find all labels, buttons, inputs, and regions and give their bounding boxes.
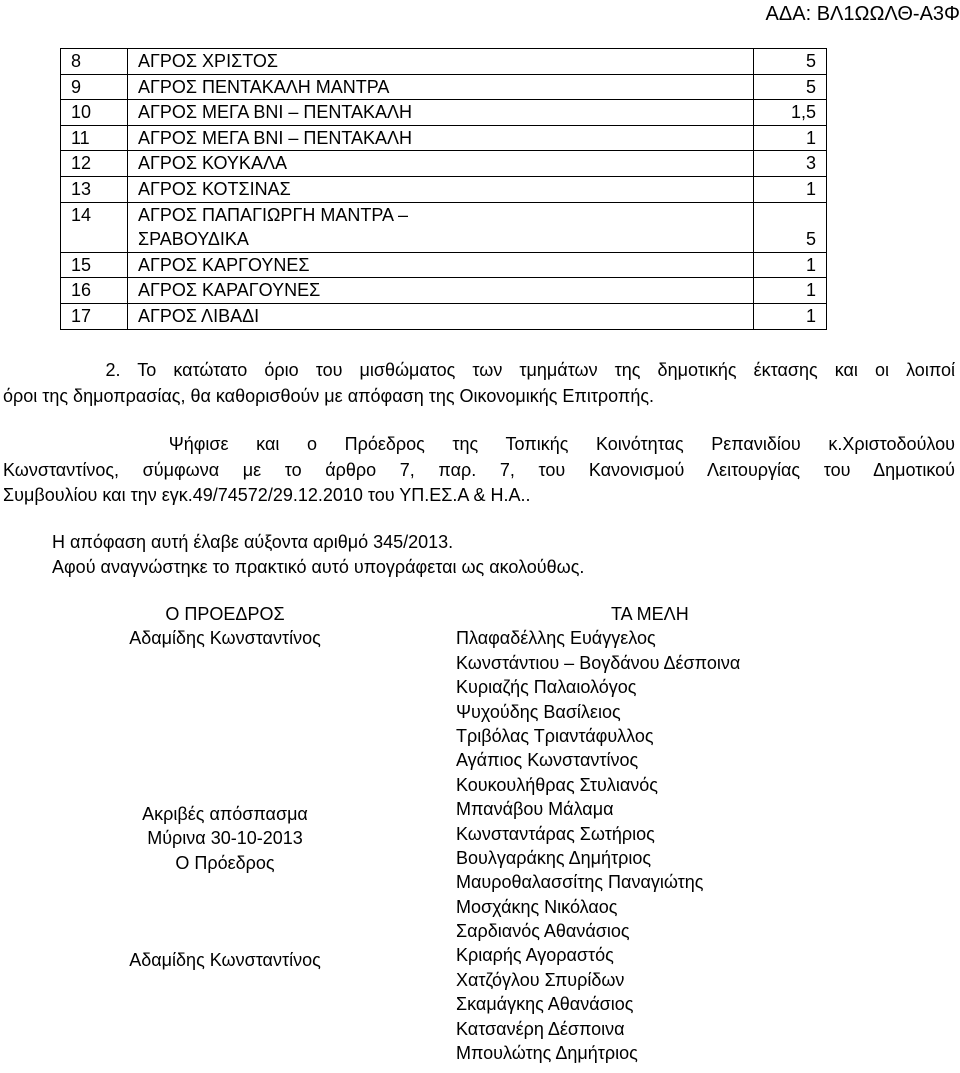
- member-name: Σαρδιανός Αθανάσιος: [456, 921, 630, 942]
- member-name: Μπανάβου Μάλαμα: [456, 799, 614, 820]
- row-name: [128, 252, 754, 278]
- paragraph-line: Κωνσταντίνος, σύμφωνα με το άρθρο 7, παρ. 7, του Κανονισμού Λειτουργίας του Δημοτικού: [3, 459, 955, 480]
- row-name-line: ΑΓΡΟΣ ΚΟΤΣΙΝΑΣ: [138, 178, 291, 199]
- members-block: [456, 602, 741, 1064]
- row-name-line: ΑΓΡΟΣ ΚΑΡΑΓΟΥΝΕΣ: [138, 280, 321, 301]
- row-value: 1: [754, 303, 827, 329]
- member-name: Τριβόλας Τριαντάφυλλος: [456, 725, 654, 746]
- row-number: 8: [61, 49, 128, 75]
- row-name: [128, 100, 754, 126]
- member-name: Κριαρής Αγοραστός: [456, 945, 614, 966]
- row-name-line: ΑΓΡΟΣ ΧΡΙΣΤΟΣ: [138, 51, 278, 71]
- table-row: [61, 74, 827, 100]
- table-row: [61, 100, 827, 126]
- member-name: Χατζόγλου Σπυρίδων: [456, 969, 625, 990]
- member-name: Πλαφαδέλλης Ευάγγελος: [456, 628, 656, 649]
- member-name: Μαυροθαλασσίτης Παναγιώτης: [456, 872, 704, 893]
- row-name-line: ΑΓΡΟΣ ΜΕΓΑ ΒΝΙ – ΠΕΝΤΑΚΑΛΗ: [138, 127, 413, 148]
- member-name: Κωνσταντάρας Σωτήριος: [456, 823, 655, 844]
- row-value: 3: [754, 151, 827, 177]
- row-value: 1: [754, 125, 827, 151]
- member-name: Ψυχούδης Βασίλειος: [456, 701, 621, 722]
- paragraph-line: 2. Το κατώτατο όριο του μισθώματος των τμημάτων της δημοτικής έκτασης και οι λοιποί: [3, 360, 955, 380]
- row-name: [128, 303, 754, 329]
- row-number: 17: [61, 303, 128, 329]
- president-title: Ο ΠΡΟΕΔΡΟΣ: [165, 604, 285, 624]
- paragraph-minimum-rent: [3, 358, 955, 409]
- row-number: 14: [61, 202, 128, 252]
- row-number: 16: [61, 278, 128, 304]
- president-block: [60, 602, 390, 651]
- signature-name: Αδαμίδης Κωνσταντίνος: [129, 950, 321, 970]
- row-name: [128, 278, 754, 304]
- paragraph-line: όροι της δημοπρασίας, θα καθορισθούν με απόφαση της Οικονομικής Επιτροπής.: [3, 385, 655, 406]
- row-number: 15: [61, 252, 128, 278]
- table-row: [61, 252, 827, 278]
- member-name: Σκαμάγκης Αθανάσιος: [456, 994, 634, 1015]
- decision-number: Η απόφαση αυτή έλαβε αύξοντα αριθμό 345/2013.: [52, 532, 454, 552]
- land-parcels-table: [60, 48, 827, 330]
- row-number: 12: [61, 151, 128, 177]
- row-number: 9: [61, 74, 128, 100]
- member-name: Κωνστάντιου – Βογδάνου Δέσποινα: [456, 652, 741, 673]
- signature-block: [60, 948, 390, 972]
- row-value: 5: [754, 49, 827, 75]
- row-value: 1: [754, 252, 827, 278]
- row-value: 1: [754, 278, 827, 304]
- member-name: Βουλγαράκης Δημήτριος: [456, 847, 652, 868]
- row-name-line: ΑΓΡΟΣ ΜΕΓΑ ΒΝΙ – ΠΕΝΤΑΚΑΛΗ: [138, 102, 413, 123]
- row-name-line: ΑΓΡΟΣ ΠΑΠΑΓΙΩΡΓΗ ΜΑΝΤΡΑ –: [138, 204, 409, 225]
- table-row: [61, 202, 827, 252]
- table-row: [61, 49, 827, 75]
- member-name: Κουκουλήθρας Στυλιανός: [456, 774, 658, 795]
- extract-block: [60, 802, 390, 875]
- row-number: 13: [61, 176, 128, 202]
- row-name: [128, 74, 754, 100]
- extract-label: Ακριβές απόσπασμα: [142, 804, 308, 824]
- row-name: [128, 202, 754, 252]
- table-row: [61, 125, 827, 151]
- place-date: Μύρινα 30-10-2013: [147, 828, 303, 849]
- row-value: 1,5: [754, 100, 827, 126]
- president-name: Αδαμίδης Κωνσταντίνος: [129, 628, 321, 649]
- paragraph-vote: [3, 432, 955, 509]
- table-row: [61, 278, 827, 304]
- row-name: [128, 151, 754, 177]
- member-name: Μπουλώτης Δημήτριος: [456, 1043, 638, 1064]
- table-row: [61, 303, 827, 329]
- row-name: [128, 49, 754, 75]
- members-title: ΤΑ ΜΕΛΗ: [611, 604, 689, 624]
- row-name-line: ΑΓΡΟΣ ΚΟΥΚΑΛΑ: [138, 153, 287, 174]
- member-name: Αγάπιος Κωνσταντίνος: [456, 750, 639, 771]
- table-row: [61, 176, 827, 202]
- member-name: Κατσανέρη Δέσποινα: [456, 1018, 625, 1039]
- row-number: 10: [61, 100, 128, 126]
- row-name-line: ΑΓΡΟΣ ΚΑΡΓΟΥΝΕΣ: [138, 254, 310, 275]
- paragraph-line: Ψήφισε και ο Πρόεδρος της Τοπικής Κοινότητας Ρεπανιδίου κ.Χριστοδούλου: [3, 434, 955, 454]
- row-value: 5: [754, 74, 827, 100]
- table-row: [61, 151, 827, 177]
- row-name: [128, 125, 754, 151]
- row-name-line: ΣΡΑΒΟΥΔΙΚΑ: [138, 229, 249, 250]
- paragraph-line: Συμβουλίου και την εγκ.49/74572/29.12.2010 του ΥΠ.ΕΣ.Α & Η.Α..: [3, 485, 531, 505]
- row-value: 5: [754, 202, 827, 252]
- row-name-line: ΑΓΡΟΣ ΛΙΒΑΔΙ: [138, 305, 260, 326]
- row-value: 1: [754, 176, 827, 202]
- row-name-line: ΑΓΡΟΣ ΠΕΝΤΑΚΑΛΗ ΜΑΝΤΡΑ: [138, 76, 390, 97]
- row-name: [128, 176, 754, 202]
- president-role: Ο Πρόεδρος: [175, 852, 275, 873]
- member-name: Μοσχάκης Νικόλαος: [456, 896, 618, 917]
- ada-code: ΑΔΑ: ΒΛ1ΩΩΛΘ-Α3Φ: [765, 3, 960, 25]
- row-number: 11: [61, 125, 128, 151]
- signoff-text: Αφού αναγνώστηκε το πρακτικό αυτό υπογράφεται ως ακολούθως.: [52, 557, 585, 577]
- member-name: Κυριαζής Παλαιολόγος: [456, 677, 637, 698]
